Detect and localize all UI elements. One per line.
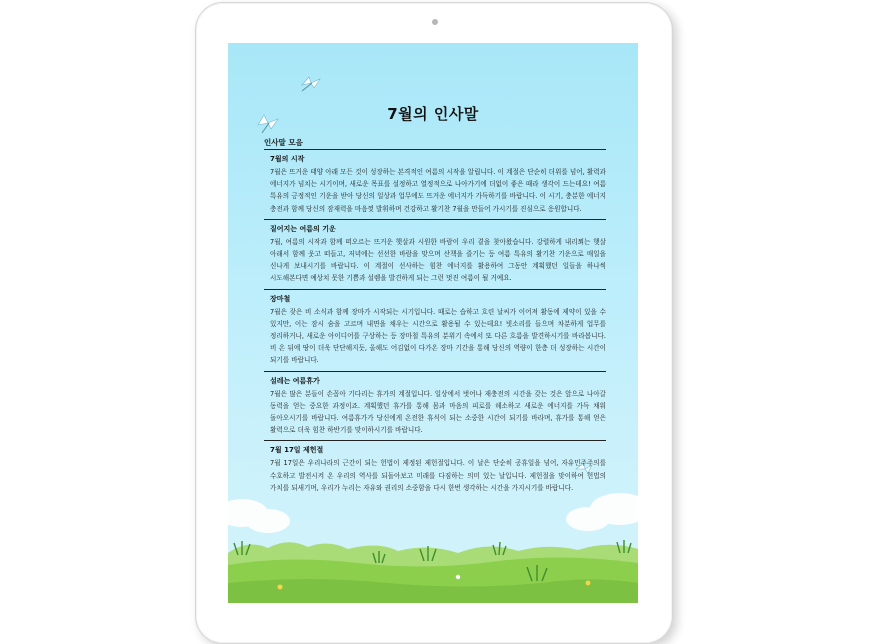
- document-page[interactable]: [228, 43, 638, 603]
- section-body: 7월, 여름의 시작과 함께 떠오르는 뜨거운 햇살과 시원한 바람이 우리 곁을 찾아왔습니다. 강렬하게 내리쬐는 햇살 아래서 함께 웃고 떠들고, 저녁에는 선선한 바람을 맞으며 산책을 즐기는 등 여름 특유의 활기찬 기운으로 매일을 신나게 보내시기를 바랍니다. 이 계절이 선사하는 힘찬 에너지를 활용하여 그동안 계획했던 일들을 하나씩 시도해본다면 예상치 못한 기쁨과 설렘을 발견하게 되는 그런 멋진 여름이 될 거예요.: [270, 237, 606, 283]
- document-subtitle: 인사말 모음: [264, 138, 303, 147]
- section-body: 7월은 많은 분들이 손꼽아 기다리는 휴가의 계절입니다. 일상에서 벗어나 재충전의 시간을 갖는 것은 앞으로 나아갈 동력을 얻는 중요한 과정이죠. 계획했던 휴가를 통해 몸과 마음의 피로를 해소하고 새로운 에너지를 가득 채워 돌아오시기를 바랍니다. 여름휴가가 당신에게 온전한 휴식이 되는 소중한 시간이 되기를 바라며, 휴가를 통해 얻은 활력으로 더욱 힘찬 하반기를 맞이하시기를 바랍니다.: [270, 389, 606, 435]
- tablet-frame: [195, 2, 673, 644]
- greeting-section: [264, 219, 606, 289]
- section-title: 7월의 시작: [270, 155, 305, 163]
- camera-dot: [432, 19, 438, 25]
- butterfly-icon: [302, 77, 320, 91]
- section-title: 7월 17일 제헌절: [270, 446, 324, 455]
- greeting-section: [264, 371, 606, 441]
- cloud-shape: [228, 493, 638, 533]
- section-body: 7월은 뜨거운 태양 아래 모든 것이 성장하는 본격적인 여름의 시작을 알립니다. 이 계절은 단순히 더위를 넘어, 활력과 에너지가 넘치는 시기이며, 새로운 목표를 설정하고 열정적으로 나아가기에 더없이 좋은 때라 생각이 드는데요! 여름 특유의 긍정적인 기운을 받아 당신의 일상과 업무에도 뜨거운 에너지가 가득하기를 바랍니다. 이 시기, 충분한 에너지 충전과 함께 당신의 잠재력을 마음껏 발휘하며 건강하고 활기찬 7월을 만들어 가시기를 진심으로 응원합니다.: [270, 168, 606, 213]
- document-title: 7월의 인사말: [387, 105, 479, 123]
- section-title: 설레는 여름휴가: [270, 376, 320, 385]
- greeting-section: [264, 289, 606, 371]
- section-title: 짙어지는 여름의 기운: [270, 224, 336, 233]
- section-body: 7월은 잦은 비 소식과 함께 장마가 시작되는 시기입니다. 때로는 습하고 흐린 날씨가 이어져 활동에 제약이 있을 수 있지만, 이는 잠시 숨을 고르며 내면을 채우는 시간으로 활용될 수 있는데요! 빗소리를 들으며 차분하게 업무를 정리하거나, 새로운 아이디어를 구상하는 등 장마철 특유의 분위기 속에서 또 다른 흐름을 발견하시기를 바라봅니다. 비 온 뒤에 땅이 더욱 단단해지듯, 올해도 어김없이 다가온 장마 기간을 통해 당신의 역량이 한층 더 성장하는 시간이 되기를 바랍니다.: [270, 307, 606, 365]
- section-title: 장마철: [270, 294, 291, 303]
- section-body: 7월 17일은 우리나라의 근간이 되는 헌법이 제정된 제헌절입니다. 이 날은 단순히 공휴일을 넘어, 자유민주주의를 수호하고 발전시켜 온 우리의 역사를 되돌아보고 미래를 다짐하는 의미 있는 날입니다. 제헌절을 맞이하여 헌법의 가치를 되새기며, 우리가 누리는 자유와 권리의 소중함을 다시 한번 생각하는 시간을 가지시기를 바랍니다.: [270, 459, 606, 492]
- greeting-section: [264, 440, 606, 498]
- greeting-section: [264, 149, 606, 219]
- greeting-sections: [264, 149, 606, 498]
